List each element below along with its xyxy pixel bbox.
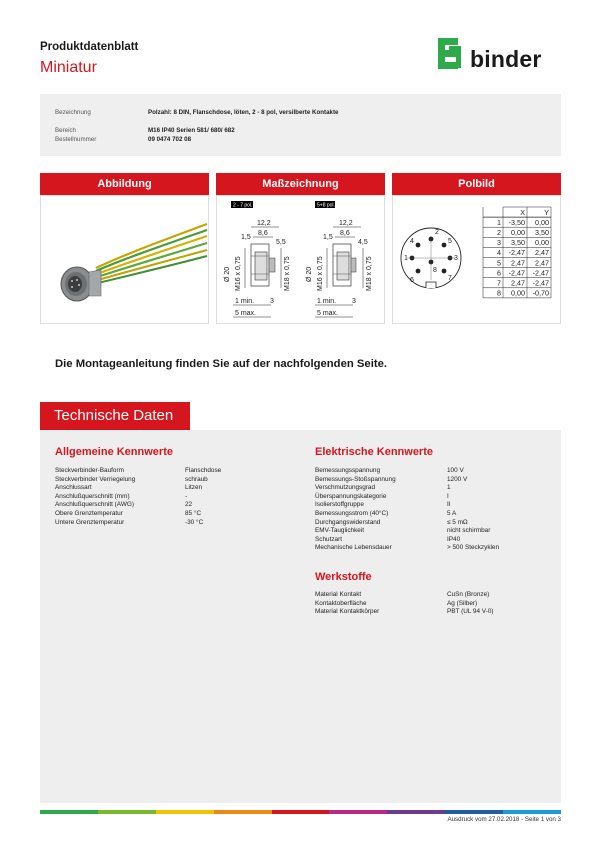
footer-color-segment	[214, 810, 272, 814]
dim-m18: M18 x 0,75	[366, 256, 373, 291]
spec-label: Material Kontakt	[315, 591, 362, 598]
spec-value: nicht schirmbar	[447, 527, 491, 535]
spec-label: Kontaktoberfläche	[315, 599, 367, 607]
table-cell: 2,47	[511, 258, 525, 268]
materials-heading: Werkstoffe	[315, 571, 372, 583]
pin-layout-panel	[392, 195, 561, 324]
pin-6	[416, 269, 421, 274]
info-label: Bestellnummer	[55, 136, 97, 143]
table-cell: 8	[497, 288, 501, 298]
drawing-2-7-pol	[224, 201, 291, 317]
tab-masszeichnung: Maßzeichnung	[216, 173, 385, 195]
dim-12-2: 12,2	[257, 220, 271, 227]
spec-label: Untere Grenztemperatur	[55, 518, 125, 526]
spec-value: Litzen	[185, 484, 203, 492]
assembly-note: Die Montageanleitung finden Sie auf der nachfolgenden Seite.	[55, 358, 388, 370]
table-cell: 6	[497, 268, 501, 278]
pin-label-2: 2	[435, 229, 439, 236]
pin-label-4: 4	[410, 238, 414, 245]
spec-value: 1200 V	[447, 475, 468, 483]
table-cell: 2,47	[535, 248, 549, 258]
connector-body	[61, 267, 101, 301]
general-specs-heading: Allgemeine Kennwerte	[55, 446, 173, 458]
tab-abbildung: Abbildung	[40, 173, 209, 195]
drawing-tag-left: 2 - 7 pol.	[233, 202, 253, 209]
logo-wordmark: binder	[470, 46, 542, 72]
spec-label: Obere Grenztemperatur	[55, 510, 123, 517]
table-cell: -2,47	[508, 248, 525, 258]
footer-color-segment	[272, 810, 330, 814]
footer-color-segment	[40, 810, 98, 814]
pin-4	[416, 243, 421, 248]
footer-color-segment	[156, 810, 214, 814]
spec-value: schraub	[185, 475, 208, 483]
technical-data-title: Technische Daten	[40, 402, 190, 430]
dim-diameter-20: Ø 20	[224, 266, 231, 282]
pin-label-6: 6	[410, 277, 414, 284]
table-cell: 5	[497, 258, 501, 268]
spec-label: Bemessungsspannung	[315, 467, 381, 474]
drawing-tag-right: 5+8 pol.	[317, 202, 335, 209]
spec-label: Steckverbinder-Bauform	[55, 467, 124, 474]
pin-7	[442, 269, 447, 274]
spec-value: 100 V	[447, 467, 464, 474]
spec-value: > 500 Steckzyklen	[447, 544, 500, 552]
table-cell: -2,47	[508, 268, 525, 278]
dim-5-5: 5,5	[276, 239, 286, 246]
spec-value: CuSn (Bronze)	[447, 591, 490, 598]
spec-value: 1	[447, 484, 451, 492]
dim-1-min: 1 min.	[235, 298, 255, 305]
footer-color-segment	[329, 810, 387, 814]
footer-color-segment	[503, 810, 561, 814]
table-cell: 2,47	[535, 258, 549, 268]
dim-3: 3	[270, 298, 274, 305]
table-cell: 4	[497, 248, 501, 258]
product-info-box	[40, 94, 561, 156]
spec-label: Anschlussart	[55, 484, 92, 492]
pin-label-3: 3	[454, 255, 458, 262]
dim-1-5: 1,5	[241, 234, 251, 241]
dim-5-max: 5 max.	[317, 310, 339, 317]
footer-print-info: Ausdruck vom 27.02.2018 - Seite 1 von 3	[447, 816, 561, 823]
spec-label: Bemessungsstrom (40°C)	[315, 510, 389, 517]
table-header-cell: Y	[544, 207, 549, 217]
cable-wires	[96, 224, 207, 283]
table-cell: 7	[497, 278, 501, 288]
pin-layout	[393, 196, 560, 323]
pin-label-5: 5	[448, 238, 452, 245]
dim-8-6: 8,6	[258, 230, 268, 237]
table-cell: -3,50	[508, 217, 525, 227]
spec-label: Anschlußquerschnitt (mm)	[55, 492, 130, 500]
pin-label-7: 7	[448, 275, 452, 282]
spec-value: 5 A	[447, 510, 457, 517]
dim-m16: M16 x 0,75	[317, 256, 324, 291]
table-cell: 0,00	[511, 228, 525, 237]
dim-3: 3	[352, 298, 356, 305]
info-label: Bereich	[55, 127, 76, 134]
dim-1-5: 1,5	[323, 234, 333, 241]
dim-5-max: 5 max.	[235, 310, 257, 317]
info-value: Polzahl: 8 DIN, Flanschdose, löten, 2 - 8 pol, versilberte Kontakte	[148, 109, 339, 116]
dim-1-min: 1 min.	[317, 298, 337, 305]
dim-12-2: 12,2	[339, 220, 353, 227]
footer-color-bar	[40, 810, 561, 814]
document-subtitle: Miniatur	[40, 59, 97, 76]
spec-label: Mechanische Lebensdauer	[315, 544, 392, 552]
table-cell: -2,47	[532, 278, 549, 288]
product-image-panel	[40, 195, 209, 324]
spec-label: Isolierstoffgruppe	[315, 501, 364, 509]
table-cell: 3	[497, 238, 501, 248]
spec-label: Verschmutzungsgrad	[315, 484, 376, 492]
table-cell: 0,00	[535, 217, 549, 227]
pin-coordinate-table	[483, 207, 551, 298]
table-cell: 2,47	[511, 278, 525, 288]
spec-value: IP40	[447, 535, 461, 543]
table-cell: -2,47	[532, 268, 549, 278]
pin-label-8: 8	[433, 267, 437, 274]
pin-5	[442, 243, 447, 248]
pin-label-1: 1	[404, 255, 408, 262]
footer-color-segment	[387, 810, 445, 814]
table-cell: 1	[497, 217, 501, 227]
document-title: Produktdatenblatt	[40, 41, 139, 53]
spec-value: -30 °C	[185, 518, 204, 526]
info-value: 09 0474 702 08	[148, 136, 192, 143]
spec-value: Ag (Silber)	[447, 599, 478, 607]
spec-value: ≤ 5 mΩ	[447, 518, 468, 526]
spec-value: II	[447, 501, 451, 509]
connector-photo	[41, 196, 208, 323]
spec-value: Flanschdose	[185, 467, 222, 474]
spec-label: Überspannungskategorie	[315, 492, 387, 500]
dim-4-5: 4,5	[358, 239, 368, 246]
dim-m18: M18 x 0,75	[284, 256, 291, 291]
table-cell: 3,50	[511, 238, 525, 248]
drawing-5-8-pol	[306, 201, 373, 317]
table-cell: 0,00	[535, 238, 549, 248]
table-cell: -0,70	[532, 288, 549, 298]
spec-label: Material Kontaktkörper	[315, 608, 380, 616]
spec-value: -	[185, 492, 188, 500]
dimension-drawing-panel	[216, 195, 385, 324]
info-value: M16 IP40 Serien 581/ 680/ 682	[148, 127, 235, 134]
spec-value: 22	[185, 501, 193, 509]
dim-8-6: 8,6	[340, 230, 350, 237]
table-cell: 2	[497, 228, 501, 237]
spec-label: Durchgangswiderstand	[315, 518, 381, 526]
spec-label: Bemessungs-Stoßspannung	[315, 475, 396, 483]
dim-diameter-20: Ø 20	[306, 266, 313, 282]
table-cell: 0,00	[511, 288, 525, 298]
footer-color-segment	[98, 810, 156, 814]
spec-value: PBT (UL 94 V-0)	[447, 608, 494, 616]
pin-face-diagram	[401, 228, 461, 288]
spec-label: Steckverbinder Verriegelung	[55, 475, 136, 483]
table-header-cell: X	[520, 207, 525, 217]
tab-polbild: Polbild	[392, 173, 561, 195]
spec-label: Anschlußquerschnitt (AWG)	[55, 501, 134, 509]
footer-color-segment	[445, 810, 503, 814]
spec-label: EMV-Tauglichkeit	[315, 527, 365, 535]
spec-value: 85 °C	[185, 510, 202, 517]
electrical-specs-heading: Elektrische Kennwerte	[315, 446, 433, 458]
spec-label: Schutzart	[315, 535, 342, 543]
spec-value: I	[447, 492, 449, 500]
table-cell: 3,50	[535, 228, 549, 237]
info-label: Bezeichnung	[55, 109, 91, 116]
dim-m16: M16 x 0,75	[235, 256, 242, 291]
title-wedge	[178, 402, 190, 430]
dimension-drawing	[217, 196, 384, 323]
